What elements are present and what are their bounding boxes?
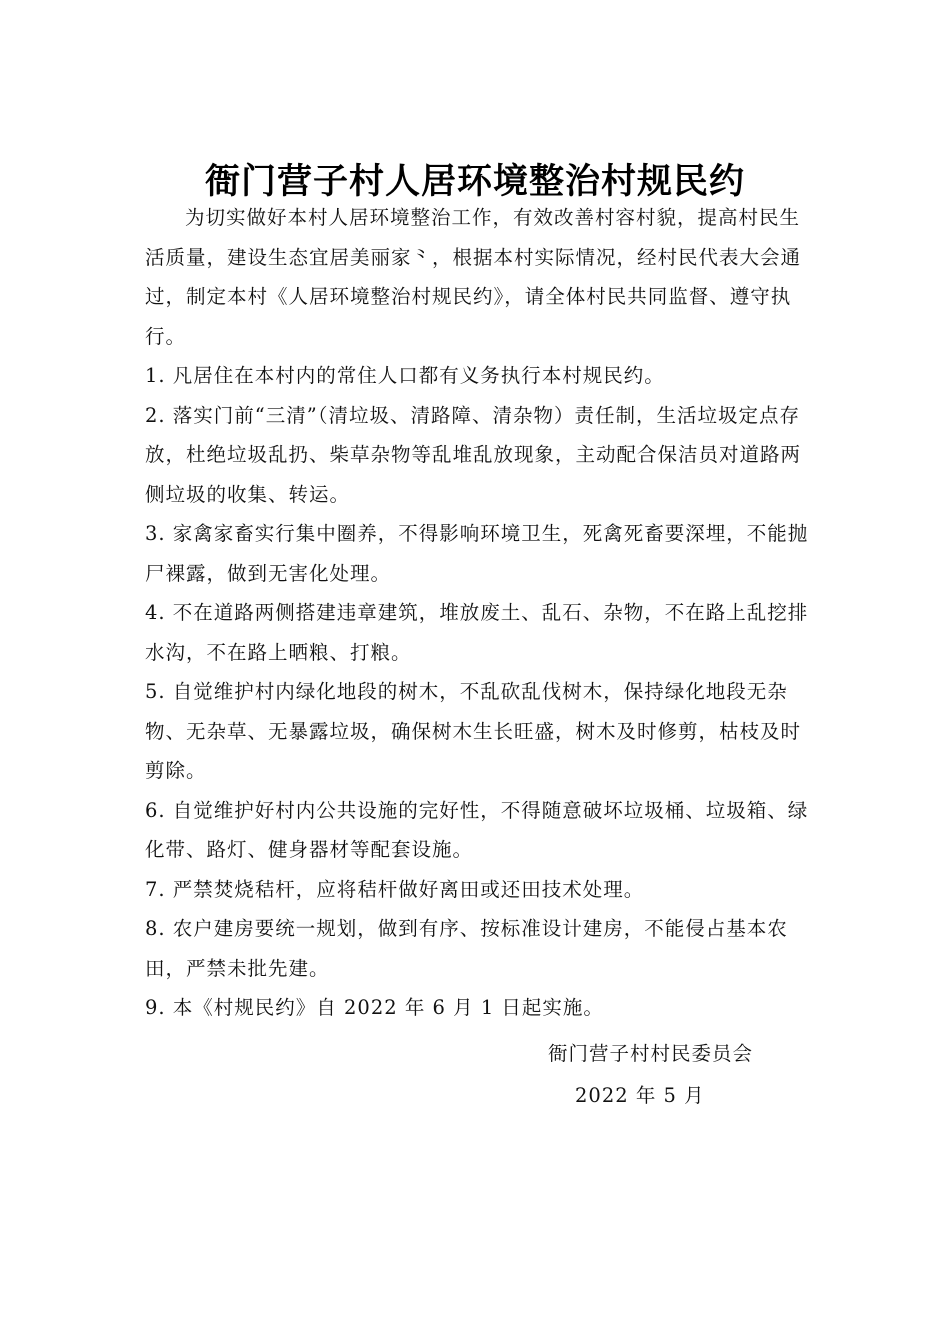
signature-date: 2022 年 5 月 [575, 1084, 705, 1107]
article-item-9: 9. 本《村规民约》自 2022 年 6 月 1 日起实施。 [145, 996, 604, 1019]
signature-organization: 衙门营子村村民委员会 [548, 1042, 754, 1065]
article-item-8: 8. 农户建房要统一规划，做到有序、按标准设计建房，不能侵占基本农田，严禁未批先建。 [145, 917, 788, 980]
article-item-3: 3. 家禽家畜实行集中圈养，不得影响环境卫生，死禽死畜要深埋，不能抛尸裸露，做到无害化处理。 [145, 522, 809, 585]
article-item-5: 5. 自觉维护村内绿化地段的树木，不乱砍乱伐树木，保持绿化地段无杂物、无杂草、无暴露垃圾，确保树木生长旺盛，树木及时修剪，枯枝及时剪除。 [145, 680, 802, 782]
document-body [145, 198, 815, 1028]
document-title: 衙门营子村人居环境整治村规民约 [204, 162, 745, 203]
article-item-2: 2. 落实门前“三清”（清垃圾、清路障、清杂物）责任制，生活垃圾定点存放，杜绝垃圾乱扔、柴草杂物等乱堆乱放现象，主动配合保洁员对道路两侧垃圾的收集、转运。 [145, 403, 802, 506]
article-item-7: 7. 严禁焚烧秸杆，应将秸杆做好离田或还田技术处理。 [145, 877, 645, 901]
article-item-6: 6. 自觉维护好村内公共设施的完好性，不得随意破坏垃圾桶、垃圾箱、绿化带、路灯、健身器材等配套设施。 [145, 798, 809, 861]
intro-paragraph: 为切实做好本村人居环境整治工作，有效改善村容村貌，提高村民生活质量，建设生态宜居美丽家⺀，根据本村实际情况，经村民代表大会通过，制定本村《人居环境整治村规民约》，请全体村民共同监督、遵守执行。 [145, 206, 802, 348]
article-item-4: 4. 不在道路两侧搭建违章建筑，堆放废土、乱石、杂物，不在路上乱挖排水沟，不在路上晒粮、打粮。 [145, 601, 809, 664]
article-item-1: 1. 凡居住在本村内的常住人口都有义务执行本村规民约。 [145, 364, 665, 387]
